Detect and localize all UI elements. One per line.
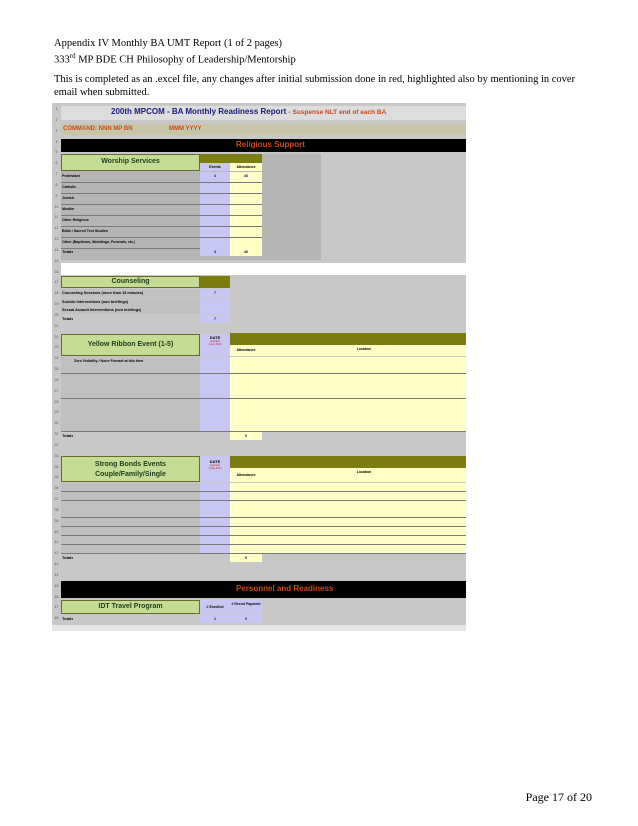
worship-row-events [200,194,230,204]
worship-events-header: Events [200,163,230,171]
counseling-olive-header [200,276,230,288]
spreadsheet-screenshot [52,103,466,631]
idt-enrolled-header: # Enrolled [200,600,230,614]
row-number: 30 [54,421,59,426]
worship-attendance-header: Attendance [230,163,262,171]
yellow-ribbon-totals-label: Totals [62,433,74,438]
strong-bonds-row-bg [61,518,200,526]
strong-bonds-row-attendance [230,518,262,526]
worship-row-label: Muslim [62,207,75,211]
counseling-row-value [200,306,230,314]
yellow-ribbon-row-attendance [230,407,262,415]
strong-bonds-row-attendance [230,501,262,509]
row-number: 17 [54,280,59,285]
strong-bonds-totals-label: Totals [62,555,74,560]
counseling-row-value [200,298,230,306]
row-number: 33 [54,453,59,458]
sheet-tab-strip [52,625,466,631]
strong-bonds-row-location [262,501,466,509]
strong-bonds-row-bg [61,483,200,491]
row-number: 40 [54,529,59,534]
worship-row-attendance [230,183,262,193]
religious-support-band [61,139,466,152]
page-number: Page 17 of 20 [525,790,592,804]
report-title [111,107,466,116]
row-number: 9 [55,193,58,198]
yellow-ribbon-row-bg [61,365,200,373]
worship-row-label: Jewish [62,196,74,200]
worship-totals-label: Totals [62,249,74,254]
row-number: 22 [54,334,59,339]
yellow-ribbon-row-bg [61,382,200,390]
yellow-ribbon-row-date [200,374,230,382]
yellow-ribbon-row-location [262,415,466,423]
strong-bonds-row-bg [61,545,200,553]
row-number: 15 [54,258,59,263]
row-number: 41 [54,540,59,545]
period-label: MMM YYYY [169,126,202,132]
strong-bonds-row-date [200,527,230,535]
document-subtitle [54,50,296,67]
strong-bonds-row-attendance [230,536,262,544]
subtitle-superscript: rd [69,52,76,60]
yellow-ribbon-row-attendance [230,415,262,423]
yellow-ribbon-totals-value: 0 [230,432,262,440]
yellow-ribbon-date-example: example 1-Jan-2014 [208,340,222,346]
row-number: 31 [54,432,59,436]
row-number: 47 [54,605,59,610]
command-label: COMMAND: NNN MP BN [63,126,133,132]
row-number: 1 [55,107,58,111]
strong-bonds-row-date [200,492,230,500]
yellow-ribbon-date-label: DATE [209,335,221,340]
worship-row-label: Protestant [62,174,80,178]
strong-bonds-date-example: example 1-Jan-2014 [208,464,222,470]
worship-row-events: 4 [200,172,230,182]
yellow-ribbon-row-attendance [230,357,262,365]
strong-bonds-row-location [262,509,466,517]
strong-bonds-row-location [262,527,466,535]
idt-enrolled-value: 1 [200,615,230,623]
religious-support-heading: Religious Support [236,140,305,149]
yellow-ribbon-row-location [262,390,466,398]
subtitle-prefix: 333 [54,54,70,66]
strong-bonds-row-bg [61,492,200,500]
worship-row-events [200,238,230,248]
worship-row-events [200,227,230,237]
counseling-row-value: 7 [200,289,230,297]
yellow-ribbon-row-location [262,365,466,373]
yellow-ribbon-row-date [200,399,230,407]
worship-row-label: Catholic [62,185,77,189]
row-number: 12 [54,226,59,231]
strong-bonds-row-date [200,536,230,544]
worship-row-attendance [230,205,262,215]
strong-bonds-row-date [200,501,230,509]
row-number: 18 [54,291,59,296]
counseling-row-label: Counseling Sessions (more than 15 minutes) [62,291,144,295]
strong-bonds-date-header [200,456,230,482]
strong-bonds-row-attendance [230,527,262,535]
row-number: 37 [54,497,59,501]
row-number: 44 [54,572,59,577]
row-number: 48 [54,616,59,621]
row-number: 14 [54,247,59,252]
personnel-heading: Personnel and Readiness [236,584,334,593]
strong-bonds-row-attendance [230,492,262,500]
worship-row-attendance [230,194,262,204]
counseling-totals-value: 7 [200,315,230,323]
yellow-ribbon-row-date [200,365,230,373]
row-number: 25 [54,367,59,371]
row-number: 5 [55,150,58,155]
yellow-ribbon-row-attendance [230,423,262,431]
row-number: 45 [54,583,59,588]
report-title-band [61,106,466,120]
worship-row-label: Bible / Sacred Text Studies [62,229,108,233]
strong-bonds-olive-band [230,456,466,468]
row-number: 34 [54,464,59,469]
strong-bonds-row-attendance [230,483,262,491]
yellow-ribbon-row-date [200,415,230,423]
appendix-title: Appendix IV Monthly BA UMT Report (1 of 2 pages) [54,38,282,49]
strong-bonds-row-bg [61,501,200,509]
strong-bonds-row-bg [61,536,200,544]
strong-bonds-row-date [200,545,230,553]
yellow-ribbon-row-bg [61,399,200,407]
note-line-2: email when submitted. [54,87,150,98]
row-number: 36 [54,486,59,491]
strong-bonds-row-location [262,536,466,544]
counseling-totals-label: Totals [62,316,74,321]
strong-bonds-row-date [200,509,230,517]
strong-bonds-title [62,460,199,480]
yellow-ribbon-row-location [262,374,466,382]
worship-row-attendance [230,216,262,226]
worship-row-label: Other (Baptisms, Weddings, Funerals, etc.) [62,240,136,244]
row-number: 10 [54,204,59,209]
row-number: 16 [54,269,59,274]
yellow-ribbon-row-date [200,390,230,398]
yellow-ribbon-row-attendance [230,374,262,382]
worship-title: Worship Services [101,158,160,165]
row-number: 43 [54,562,59,566]
strong-bonds-row-attendance [230,545,262,553]
row-number: 28 [54,399,59,404]
yellow-ribbon-row-date [200,407,230,415]
idt-title: IDT Travel Program [98,603,163,610]
yellow-ribbon-first-row-text: Zero Visibility / None Forcast at this time [74,359,144,363]
row-number: 29 [54,410,59,415]
strong-bonds-row-bg [61,527,200,535]
strong-bonds-row-location [262,483,466,491]
yellow-ribbon-title-cell [61,334,200,356]
worship-olive-header [200,154,262,163]
worship-row-events [200,183,230,193]
command-band [61,124,466,135]
idt-payment-value: 0 [230,615,262,623]
row-number: 46 [54,594,59,599]
counseling-title-cell [61,276,200,288]
worship-row-attendance [230,227,262,237]
yellow-ribbon-row-bg [61,390,200,398]
worship-row-attendance [230,238,262,248]
idt-totals-label: Totals [62,616,74,621]
personnel-band [61,581,466,598]
yellow-ribbon-row-attendance [230,399,262,407]
yellow-ribbon-row-date [200,382,230,390]
strong-bonds-attendance-header: Attendance [230,468,262,482]
yellow-ribbon-row-location [262,423,466,431]
yellow-ribbon-location-header: Location [262,345,466,356]
yellow-ribbon-date-header [200,334,230,356]
row-number: 8 [55,182,58,187]
worship-row-events [200,205,230,215]
strong-bonds-title-line1: Strong Bonds Events [94,461,167,468]
strong-bonds-row-location [262,518,466,526]
strong-bonds-totals-value: 0 [230,554,262,562]
strong-bonds-row-attendance [230,509,262,517]
yellow-ribbon-row-location [262,357,466,365]
yellow-ribbon-row-date [200,423,230,431]
strong-bonds-title-cell [61,456,200,482]
worship-row-attendance: 46 [230,172,262,182]
row-number: 19 [54,302,59,306]
row-number: 3 [55,128,58,133]
strong-bonds-date-label: DATE [209,459,221,464]
report-title-text: 200th MPCOM - BA Monthly Readiness Report [111,107,287,116]
yellow-ribbon-row-bg [61,415,200,423]
yellow-ribbon-row-location [262,407,466,415]
idt-title-cell [61,600,200,614]
report-suspense: - Suspense NLT end of each BA [288,109,387,116]
strong-bonds-row-location [262,492,466,500]
row-number: 23 [54,345,59,350]
row-number: 4 [55,139,58,144]
row-number: 26 [54,377,59,382]
row-number: 32 [54,442,59,447]
row-number: 20 [54,312,59,317]
row-number: 24 [54,356,59,361]
row-number: 13 [54,237,59,241]
worship-row-label: Other Religions [62,218,89,222]
worship-totals-events: 4 [200,248,230,256]
row-number: 2 [55,117,58,122]
subtitle-rest: MP BDE CH Philosophy of Leadership/Mentorship [75,54,296,66]
strong-bonds-row-line [61,553,466,554]
strong-bonds-location-header: Location [262,468,466,482]
row-number: 6 [55,161,58,166]
yellow-ribbon-row-attendance [230,365,262,373]
yellow-ribbon-row-attendance [230,390,262,398]
row-number: 7 [55,172,58,176]
yellow-ribbon-olive-band [230,333,466,345]
yellow-ribbon-row-bg [61,407,200,415]
row-number: 39 [54,518,59,523]
yellow-ribbon-row-date [200,357,230,365]
strong-bonds-row-date [200,483,230,491]
row-number: 11 [54,215,59,220]
strong-bonds-row-date [200,518,230,526]
worship-title-cell [61,154,200,171]
strong-bonds-row-location [262,545,466,553]
strong-bonds-row-bg [61,509,200,517]
yellow-ribbon-row-attendance [230,382,262,390]
counseling-row-label: Suicide Interventions (non briefings) [62,299,129,304]
row-number: 27 [54,388,59,393]
yellow-ribbon-row-line [61,431,466,432]
idt-payment-header: # Recvd Payment [230,600,262,614]
worship-totals-attendance: 46 [230,248,262,256]
row-number: 42 [54,551,59,556]
yellow-ribbon-attendance-header: Attendance [230,345,262,356]
row-number: 21 [54,323,59,328]
counseling-row-label: Sexual Assault Interventions (non briefings) [62,308,142,312]
counseling-title: Counseling [111,278,150,285]
yellow-ribbon-title: Yellow Ribbon Event (1-5) [87,341,174,348]
row-number: 35 [54,475,59,480]
yellow-ribbon-row-location [262,399,466,407]
yellow-ribbon-row-location [262,382,466,390]
worship-row-events [200,216,230,226]
note-line-1: This is completed as an .excel file, any changes after initial submission done in red, highlighted also by mentioning in cover [54,74,576,85]
yellow-ribbon-row-bg [61,374,200,382]
strong-bonds-title-line2: Couple/Family/Single [95,471,166,478]
row-number: 38 [54,507,59,512]
yellow-ribbon-row-bg [61,423,200,431]
sheet-gap-1 [61,263,466,275]
